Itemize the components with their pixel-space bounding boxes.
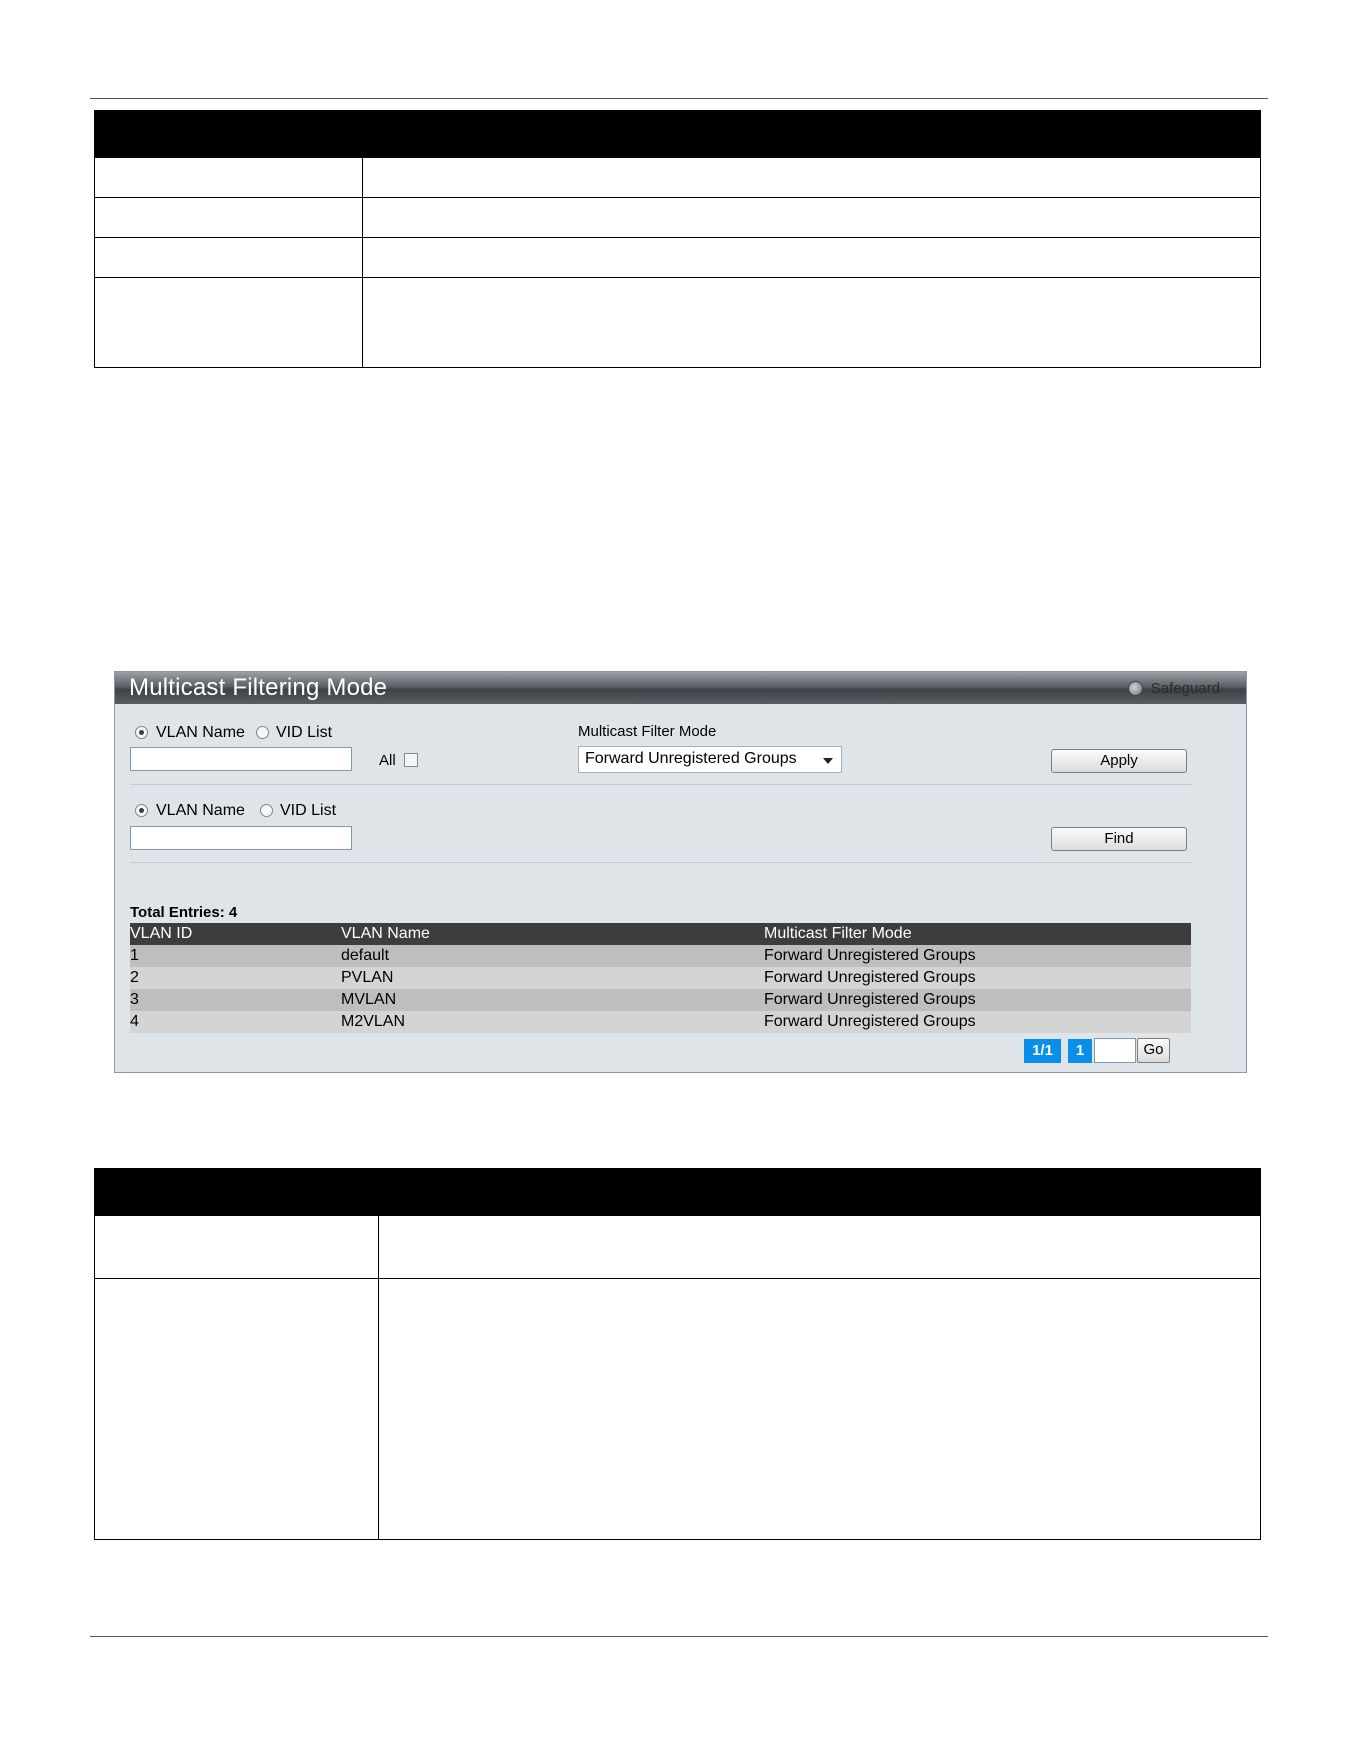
multicast-filter-mode-select[interactable] bbox=[578, 746, 842, 773]
table-row bbox=[130, 1011, 1191, 1033]
find-radio-vlan-name[interactable] bbox=[135, 804, 148, 817]
top-rule bbox=[90, 98, 1268, 99]
parameter-table-bottom bbox=[94, 1168, 1261, 1540]
multicast-filtering-panel bbox=[114, 671, 1247, 1073]
radio-vid-list[interactable] bbox=[256, 726, 269, 739]
bottom-rule bbox=[90, 1636, 1268, 1637]
table-cell bbox=[363, 198, 1261, 238]
all-label: All bbox=[379, 752, 396, 769]
find-radio-vid-list[interactable] bbox=[260, 804, 273, 817]
find-radio-vlan-name-label: VLAN Name bbox=[156, 802, 245, 819]
go-button[interactable]: Go bbox=[1137, 1038, 1170, 1063]
column-header-filter-mode: Multicast Filter Mode bbox=[764, 923, 1191, 945]
table-header bbox=[95, 1169, 379, 1216]
find-input[interactable] bbox=[130, 826, 352, 850]
apply-button[interactable]: Apply bbox=[1051, 749, 1187, 773]
vlan-id-cell: 1 bbox=[130, 945, 341, 967]
section-divider bbox=[130, 862, 1191, 863]
table-cell bbox=[363, 278, 1261, 368]
chevron-down-icon bbox=[823, 758, 833, 764]
parameter-table-top bbox=[94, 110, 1261, 368]
table-cell bbox=[95, 158, 363, 198]
vlan-input[interactable] bbox=[130, 747, 352, 771]
vlan-name-cell: PVLAN bbox=[341, 967, 764, 989]
vlan-table bbox=[130, 923, 1191, 1033]
safeguard-indicator bbox=[1128, 680, 1220, 697]
go-page-input[interactable] bbox=[1094, 1038, 1136, 1063]
total-entries: Total Entries: 4 bbox=[130, 904, 238, 921]
table-header bbox=[379, 1169, 1261, 1216]
table-row bbox=[130, 989, 1191, 1011]
vlan-name-cell: default bbox=[341, 945, 764, 967]
find-radio-vid-list-label: VID List bbox=[280, 802, 337, 819]
radio-vid-list-label: VID List bbox=[276, 724, 333, 741]
multicast-filter-mode-value: Forward Unregistered Groups bbox=[585, 750, 797, 767]
radio-vlan-name-label: VLAN Name bbox=[156, 724, 245, 741]
table-cell bbox=[95, 278, 363, 368]
vlan-id-cell: 2 bbox=[130, 967, 341, 989]
filter-mode-cell: Forward Unregistered Groups bbox=[764, 989, 1191, 1011]
table-row bbox=[130, 945, 1191, 967]
table-cell bbox=[95, 1216, 379, 1279]
column-header-vlan-id: VLAN ID bbox=[130, 923, 341, 945]
table-cell bbox=[95, 238, 363, 278]
panel-title: Multicast Filtering Mode bbox=[129, 674, 388, 701]
filter-mode-cell: Forward Unregistered Groups bbox=[764, 1011, 1191, 1033]
table-cell bbox=[95, 1279, 379, 1540]
find-button[interactable]: Find bbox=[1051, 827, 1187, 851]
radio-vlan-name[interactable] bbox=[135, 726, 148, 739]
safeguard-icon bbox=[1128, 681, 1143, 696]
table-header bbox=[95, 111, 1261, 158]
column-header-vlan-name: VLAN Name bbox=[341, 923, 764, 945]
table-cell bbox=[95, 198, 363, 238]
vlan-id-cell: 3 bbox=[130, 989, 341, 1011]
page-link-1[interactable]: 1 bbox=[1068, 1039, 1092, 1063]
table-cell bbox=[363, 238, 1261, 278]
panel-header bbox=[115, 672, 1246, 704]
vlan-id-cell: 4 bbox=[130, 1011, 341, 1033]
filter-mode-cell: Forward Unregistered Groups bbox=[764, 945, 1191, 967]
page-indicator: 1/1 bbox=[1024, 1039, 1061, 1063]
table-cell bbox=[379, 1216, 1261, 1279]
vlan-name-cell: M2VLAN bbox=[341, 1011, 764, 1033]
table-cell bbox=[363, 158, 1261, 198]
vlan-name-cell: MVLAN bbox=[341, 989, 764, 1011]
table-row bbox=[130, 967, 1191, 989]
section-divider bbox=[130, 784, 1191, 785]
table-cell bbox=[379, 1279, 1261, 1540]
multicast-filter-mode-label: Multicast Filter Mode bbox=[578, 723, 717, 740]
safeguard-label: Safeguard bbox=[1150, 680, 1220, 697]
all-checkbox[interactable] bbox=[404, 753, 418, 767]
filter-mode-cell: Forward Unregistered Groups bbox=[764, 967, 1191, 989]
